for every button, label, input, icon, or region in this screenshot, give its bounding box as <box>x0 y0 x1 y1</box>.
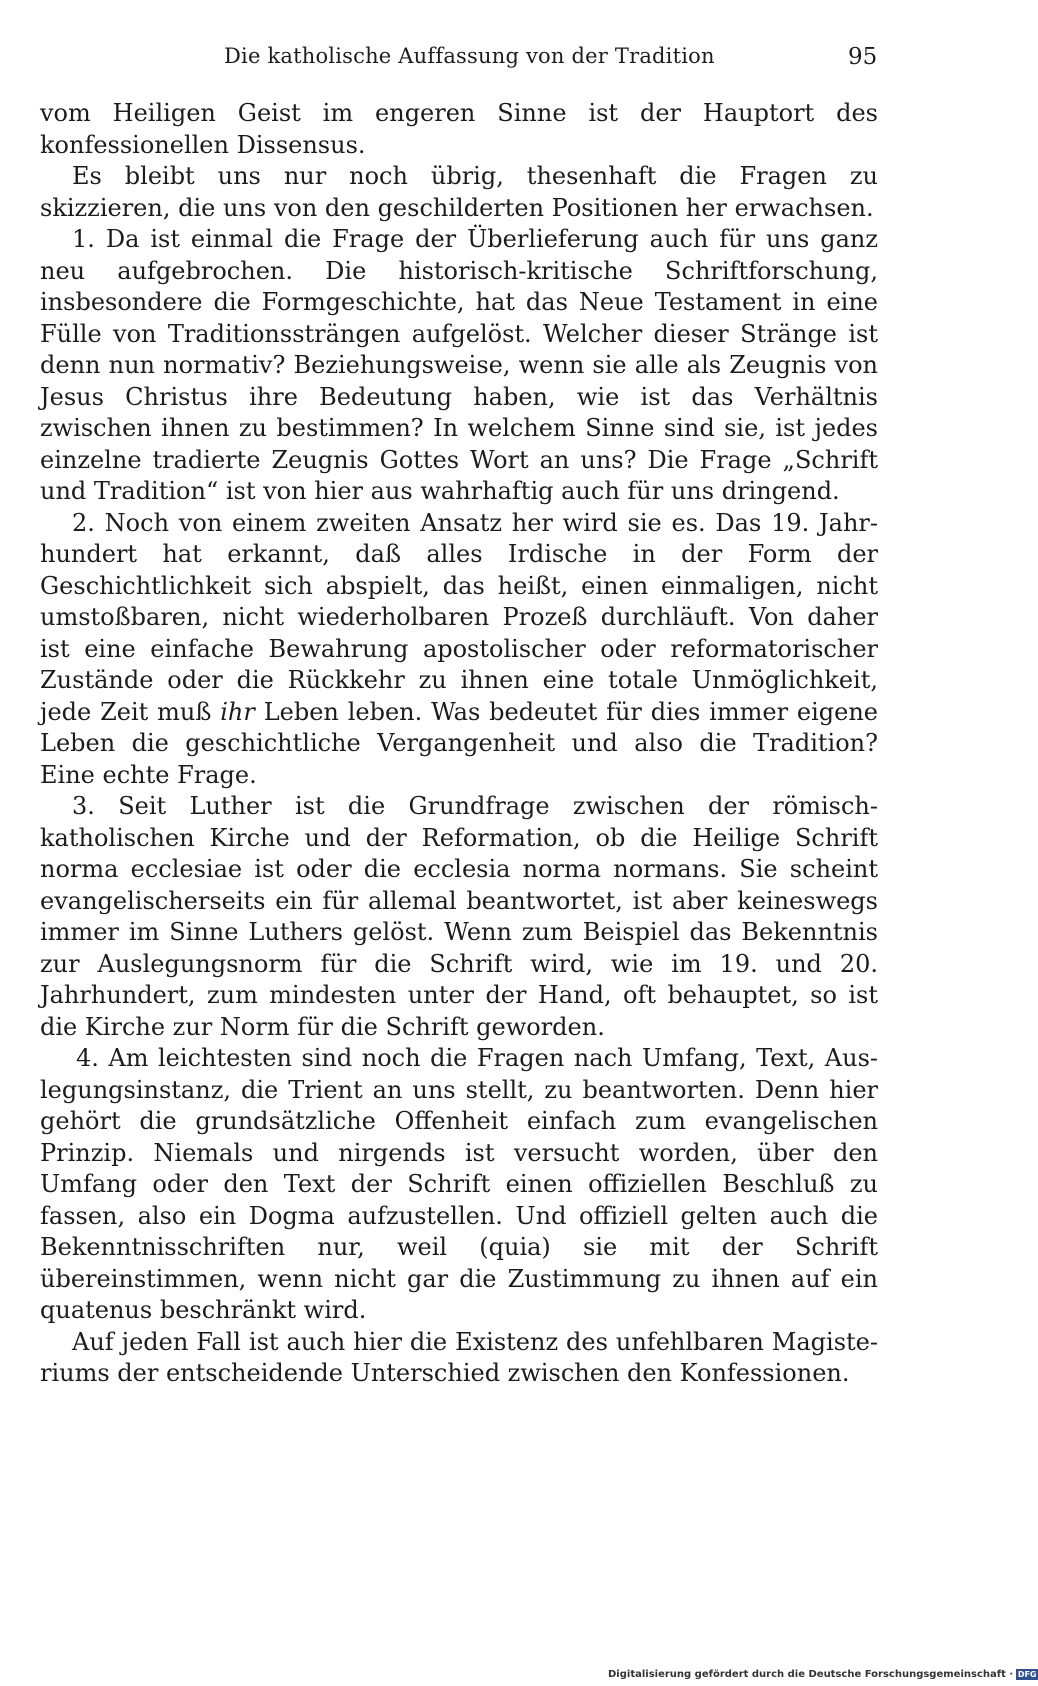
paragraph-point-3: 3. Seit Luther ist die Grundfrage zwischen der römisch-katholischen Kirche und der Reformation, ob die Heilige Schrift norma ecclesiae ist oder die ecclesia norma normans. Sie scheint evangelischerseits ein für allemal beantwortet, ist aber keineswegs immer im Sinne Luthers gelöst. Wenn zum Beispiel das Bekenntnis zur Auslegungsnorm für die Schrift wird, wie im 19. und 20. Jahrhundert, zum mindesten unter der Hand, oft behauptet, so ist die Kirche zur Norm für die Schrift geworden. <box>40 792 878 1041</box>
paragraph-point-1: 1. Da ist einmal die Frage der Überlieferung auch für uns ganz neu aufgebrochen. Die historisch-kritische Schriftforschung, insbesondere die Formgeschichte, hat das Neue Testament in eine Fülle von Traditionssträngen aufgelöst. Welcher dieser Stränge ist denn nun normativ? Beziehungsweise, wenn sie alle als Zeugnis von Jesus Christus ihre Bedeutung haben, wie ist das Verhältnis zwischen ihnen zu bestimmen? In welchem Sinne sind sie, ist jedes einzelne tradierte Zeugnis Gottes Wort an uns? Die Frage „Schrift und Tradition“ ist von hier aus wahrhaftig auch für uns dringend. <box>40 225 878 505</box>
digitization-footer <box>608 1669 1038 1680</box>
paragraph-intro: Es bleibt uns nur noch übrig, thesenhaft die Fragen zu skizzieren, die uns von den geschilderten Positionen her erwachsen. <box>40 162 878 222</box>
dfg-logo-icon: DFG <box>1017 1670 1037 1679</box>
paragraph-conclusion: Auf jeden Fall ist auch hier die Existenz des unfehlbaren Magisteriums der entscheidende Unterschied zwischen den Konfessionen. <box>40 1327 878 1387</box>
body-text <box>40 98 878 1390</box>
point-2-text-b: Leben leben. Was bedeutet für dies immer eigene Leben die geschichtliche Vergangenheit und also die Tradition? Eine echte Frage. <box>40 697 878 789</box>
footer-credit: Digitalisierung gefördert durch die Deutsche Forschungsgemeinschaft · <box>608 1669 1014 1680</box>
paragraph-point-2 <box>40 508 878 792</box>
running-head <box>0 44 1000 80</box>
paragraph-point-4: 4. Am leichtesten sind noch die Fragen nach Umfang, Text, Auslegungsinstanz, die Trient an uns stellt, zu beantworten. Denn hier gehört die grundsätzliche Offenheit einfach zum evangelischen Prinzip. Niemals und nirgends ist versucht worden, über den Umfang oder den Text der Schrift einen offiziellen Beschluß zu fassen, also ein Dogma aufzustellen. Und offiziell gelten auch die Bekenntnisschriften nur, weil (quia) sie mit der Schrift übereinstimmen, wenn nicht gar die Zustimmung zu ihnen auf ein quatenus beschränkt wird. <box>40 1044 878 1324</box>
page-number: 95 <box>848 44 878 70</box>
paragraph-continuation: vom Heiligen Geist im engeren Sinne ist der Hauptort des konfessionellen Dissensus. <box>40 99 878 159</box>
point-2-emphasis: ihr <box>220 697 255 726</box>
point-2-text-a: 2. Noch von einem zweiten Ansatz her wird sie es. Das 19. Jahrhundert hat erkannt, daß alles Irdische in der Form der Geschichtlichkeit sich abspielt, das heißt, einen einmaligen, nicht umstoßbaren, nicht wiederholbaren Prozeß durchläuft. Von daher ist eine einfache Bewahrung apostolischer oder reformatorischer Zustände oder die Rückkehr zu ihnen eine totale Unmöglichkeit, jede Zeit muß <box>40 508 878 726</box>
running-head-title: Die katholische Auffassung von der Tradition <box>224 44 715 68</box>
